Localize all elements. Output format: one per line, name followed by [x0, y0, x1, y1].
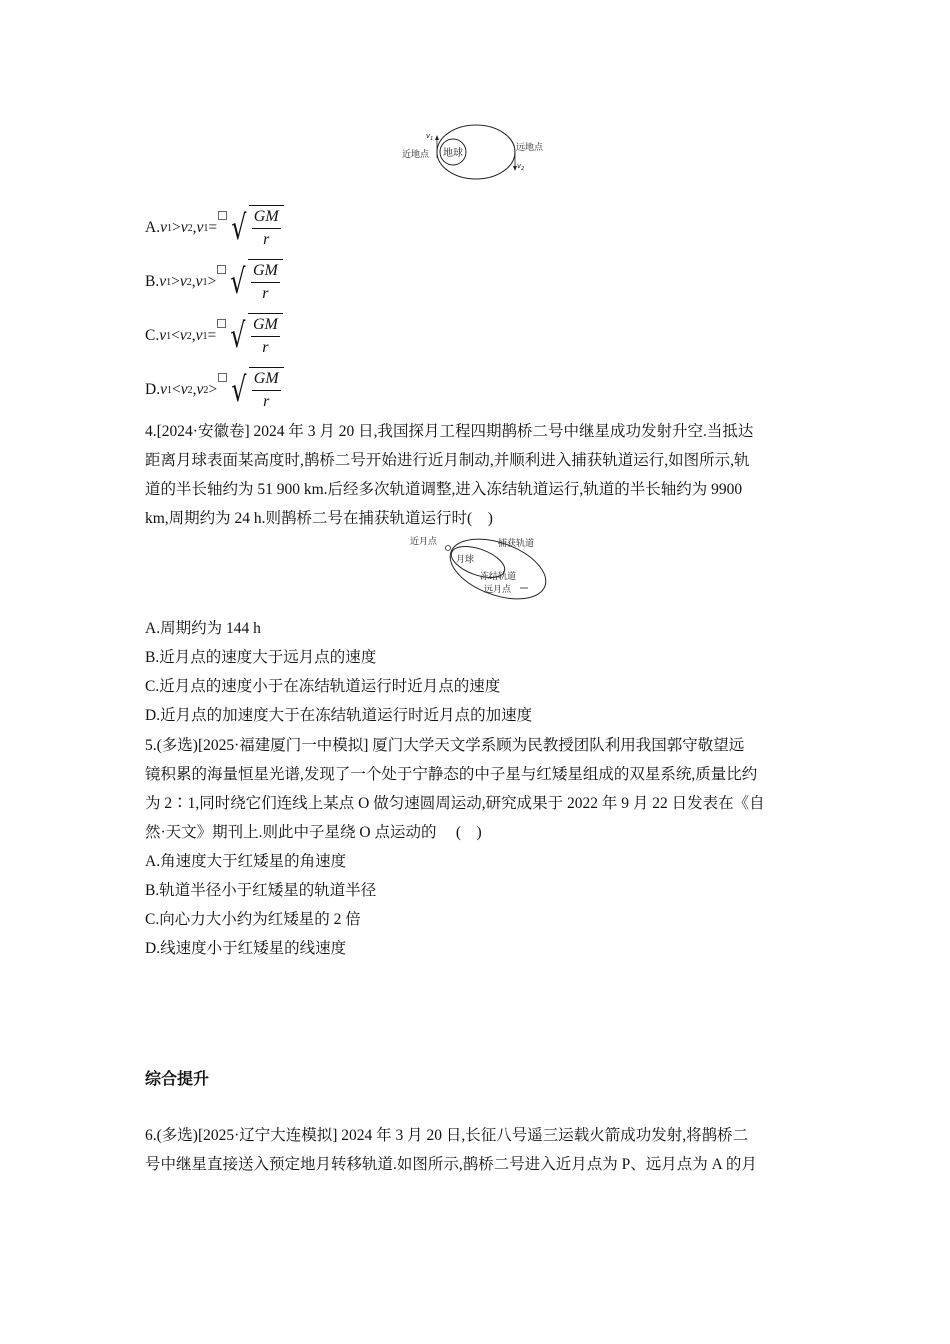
- q4-line-3: 道的半长轴约为 51 900 km.后经多次轨道调整,进入冻结轨道运行,轨道的半长轴约为 9900: [145, 481, 743, 498]
- v2-label: $v_2$: [517, 162, 525, 172]
- q6-line-2: 号中继星直接送入预定地月转移轨道.如图所示,鹊桥二号进入近月点为 P、远月点为 A 的月: [145, 1156, 757, 1173]
- q6-line-1: 6.(多选)[2025·辽宁大连模拟] 2024 年 3 月 20 日,长征八号遥三运载火箭成功发射,将鹊桥二: [145, 1127, 749, 1144]
- option-a[interactable]: A. v 1 > v 2 , v 1 = √ $\frac{GM}{r}$: [145, 205, 284, 251]
- q4-line-1: 4.[2024·安徽卷] 2024 年 3 月 20 日,我国探月工程四期鹊桥二号中继星成功发射升空.当抵达: [145, 423, 754, 440]
- q4-option-c[interactable]: C.近月点的速度小于在冻结轨道运行时近月点的速度: [145, 678, 501, 695]
- q4-option-d[interactable]: D.近月点的加速度大于在冻结轨道运行时近月点的加速度: [145, 707, 533, 724]
- apolune-label: 远月点: [484, 585, 512, 595]
- option-b[interactable]: B. v 1 > v 2 , v 1 > √ $\frac{GM}{r}$: [145, 259, 283, 305]
- q5-option-d[interactable]: D.线速度小于红矮星的线速度: [145, 940, 347, 957]
- orbit-figure-moon: [408, 534, 558, 604]
- perigee-label: 近地点: [402, 150, 430, 160]
- q5-line-1: 5.(多选)[2025·福建厦门一中模拟] 厦门大学天文学系顾为民教授团队利用我国郭守敬望远: [145, 737, 745, 754]
- q4-option-b[interactable]: B.近月点的速度大于远月点的速度: [145, 649, 377, 666]
- option-c[interactable]: C. v 1 < v 2 , v 1 = √ $\frac{GM}{r}$: [145, 313, 283, 359]
- apogee-label: 远地点: [516, 143, 544, 153]
- moon-label: 月球: [456, 555, 475, 565]
- perilune-label: 近月点: [410, 537, 438, 547]
- v1-label: $v_1$: [426, 132, 434, 142]
- q5-option-b[interactable]: B.轨道半径小于红矮星的轨道半径: [145, 882, 377, 899]
- earth-label: 地球: [443, 148, 463, 159]
- q5-option-c[interactable]: C.向心力大小约为红矮星的 2 倍: [145, 911, 361, 928]
- section-title: 综合提升: [145, 1069, 210, 1088]
- sqrt-gm-over-r: √ $\frac{GM}{r}$: [217, 313, 283, 359]
- q4-option-a[interactable]: A.周期约为 144 h: [145, 620, 261, 637]
- q5-line-2: 镜积累的海量恒星光谱,发现了一个处于宁静态的中子星与红矮星组成的双星系统,质量比约: [145, 766, 758, 783]
- frozen-orbit-label: 冻结轨道: [480, 572, 517, 582]
- q5-line-4: 然·天文》期刊上.则此中子星绕 O 点运动的 ( ): [145, 824, 482, 841]
- option-d[interactable]: D. v 1 < v 2 , v 2 > √ $\frac{GM}{r}$: [145, 367, 284, 413]
- orbit-figure-earth: [400, 124, 560, 186]
- q4-line-4: km,周期约为 24 h.则鹊桥二号在捕获轨道运行时( ): [145, 510, 493, 527]
- q4-line-2: 距离月球表面某高度时,鹊桥二号开始进行近月制动,并顺利进入捕获轨道运行,如图所示,轨: [145, 452, 750, 469]
- q5-line-3: 为 2∶1,同时绕它们连线上某点 O 做匀速圆周运动,研究成果于 2022 年 9 月 22 日发表在《自: [145, 795, 765, 812]
- sqrt-gm-over-r: √ $\frac{GM}{r}$: [218, 367, 284, 413]
- q5-option-a[interactable]: A.角速度大于红矮星的角速度: [145, 853, 347, 870]
- capture-orbit-label: 捕获轨道: [498, 539, 535, 549]
- sqrt-gm-over-r: √ $\frac{GM}{r}$: [217, 259, 283, 305]
- sqrt-gm-over-r: √ $\frac{GM}{r}$: [218, 205, 284, 251]
